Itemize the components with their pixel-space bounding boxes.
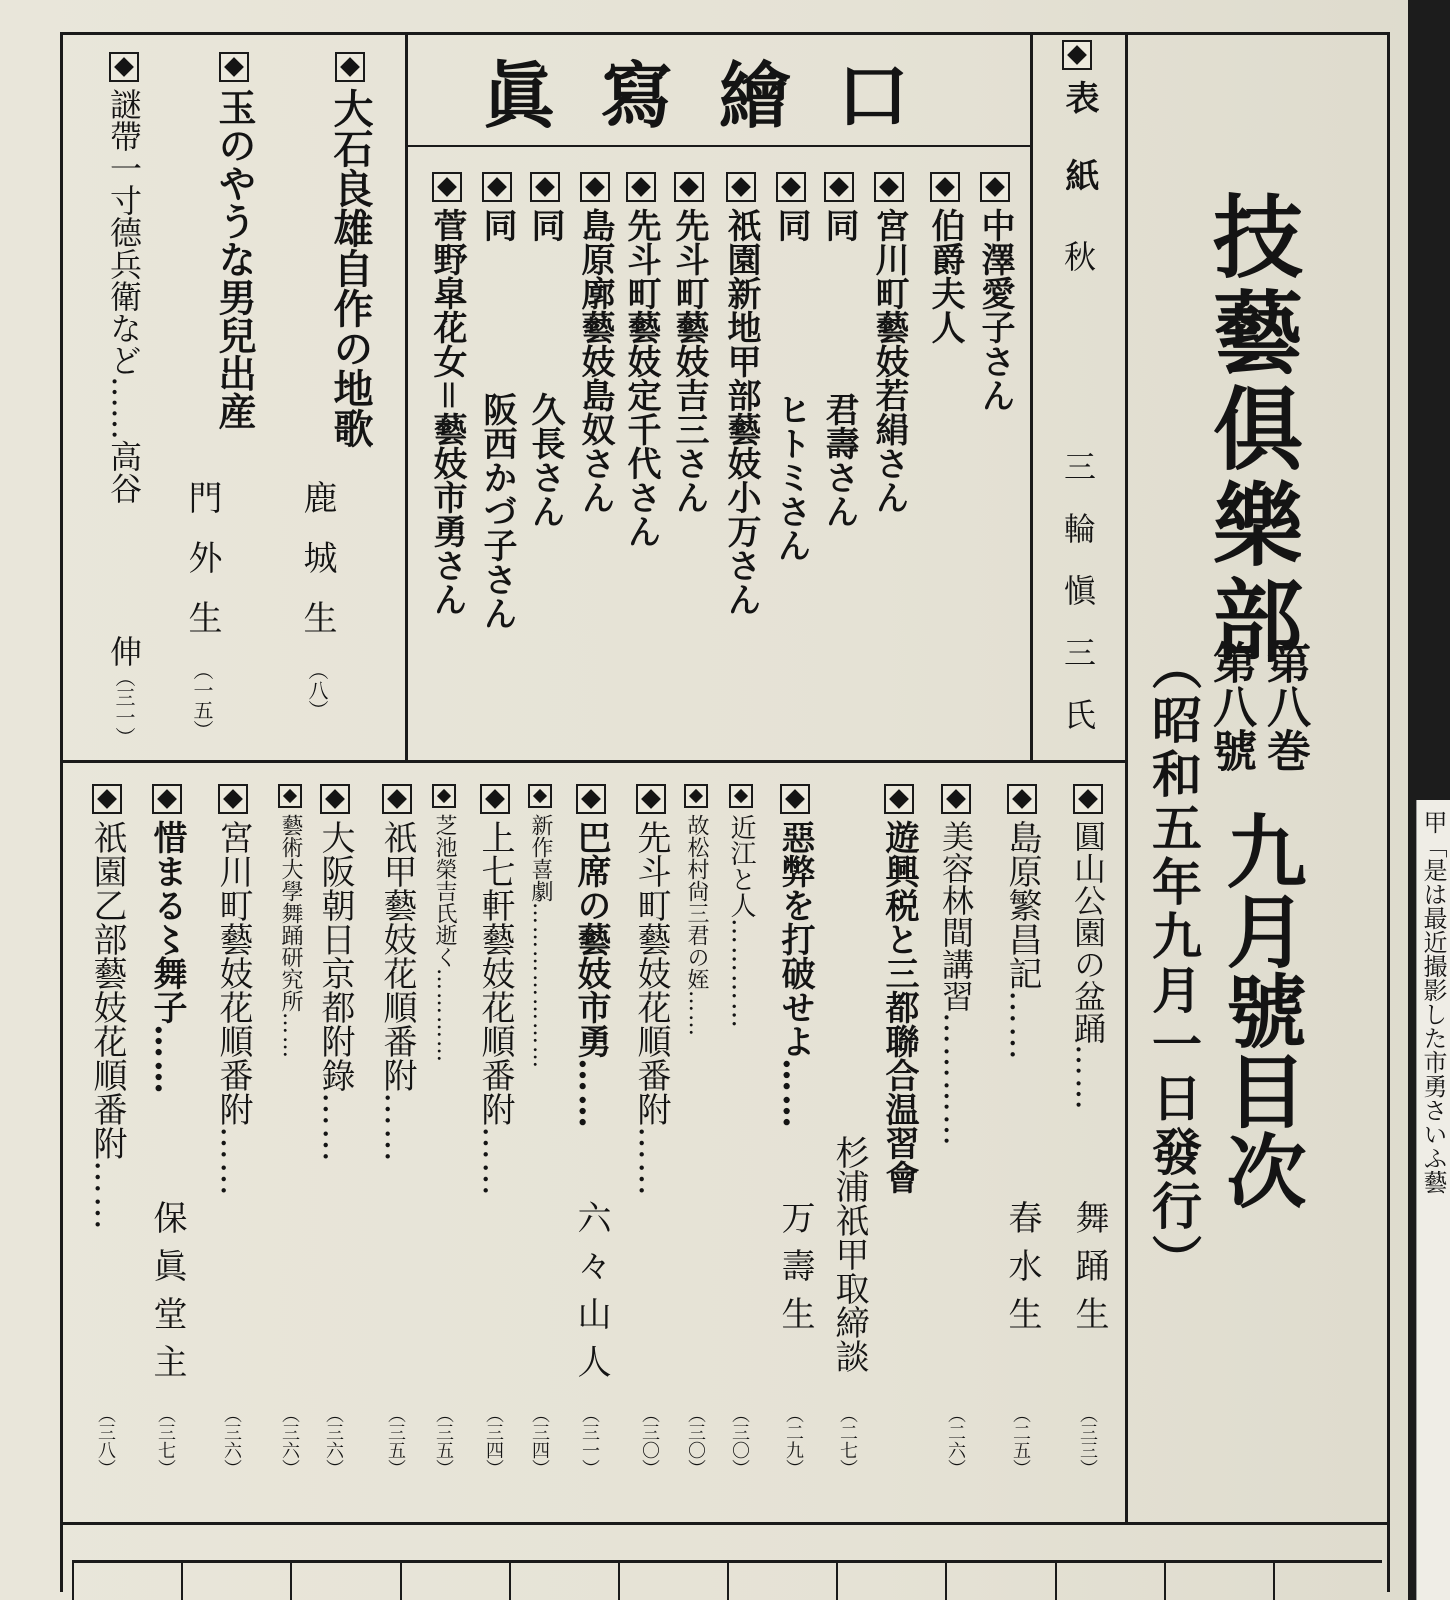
article-leader: ……	[315, 1092, 355, 1164]
essay-title: 謎帶一寸德兵衛など……高谷	[105, 88, 143, 504]
gravure-item-name: 島原廓藝妓島奴さん	[575, 208, 615, 514]
diamond-bullet-icon	[432, 172, 462, 202]
diamond-bullet-icon	[980, 172, 1010, 202]
article-page: （三〇）	[685, 1405, 706, 1477]
article-page: （三四）	[529, 1405, 550, 1477]
article-page: （三一）	[579, 1405, 600, 1477]
diamond-bullet-icon	[776, 172, 806, 202]
essay-page: （八）	[305, 660, 329, 720]
gravure-item-name: 同	[771, 208, 811, 242]
article-title: 祇園乙部藝妓花順番附	[87, 820, 127, 1160]
article-entry	[87, 784, 127, 1499]
gravure-item-sub: 君壽さん	[819, 392, 859, 528]
article-page: （三六）	[221, 1405, 242, 1477]
article-entry	[278, 784, 302, 1499]
article-leader: ……	[571, 1058, 611, 1130]
article-entry	[775, 784, 815, 1499]
gravure-item-sub: 阪西かづ子さん	[477, 392, 517, 630]
article-page: （三三）	[1077, 1405, 1098, 1477]
diamond-bullet-icon	[824, 172, 854, 202]
gravure-item	[669, 172, 709, 514]
gravure-item	[925, 172, 965, 344]
diamond-bullet-icon	[626, 172, 656, 202]
article-page: （三七）	[155, 1405, 176, 1477]
article-leader: ……	[278, 1012, 303, 1060]
article-author: 保眞堂主	[147, 1200, 187, 1392]
article-title: 遊興税と三都聯合温習會	[879, 820, 919, 1194]
article-title: 祇甲藝妓花順番附	[377, 820, 417, 1092]
article-title: 大阪朝日京都附錄	[315, 820, 355, 1092]
article-title: 上七軒藝妓花順番附	[475, 820, 515, 1126]
diamond-bullet-icon	[382, 784, 412, 814]
diamond-bullet-icon	[729, 784, 753, 808]
diamond-bullet-icon	[152, 784, 182, 814]
article-entry	[1002, 784, 1042, 1499]
essay-author-name: 鹿城生	[297, 480, 337, 660]
gravure-heading: 口繪寫眞	[482, 53, 955, 138]
gravure-item-name: 同	[525, 208, 565, 242]
article-page: （二九）	[783, 1405, 804, 1477]
diamond-bullet-icon	[480, 784, 510, 814]
adjacent-page	[1416, 800, 1450, 1600]
issue-heading: 九月號目次	[1213, 810, 1307, 1210]
article-page: （三六）	[279, 1405, 300, 1477]
diamond-bullet-icon	[482, 172, 512, 202]
gravure-item-name: 同	[477, 208, 517, 242]
article-page: （二七）	[837, 1405, 858, 1477]
gravure-item	[975, 172, 1015, 412]
article-entry	[377, 784, 417, 1499]
article-title: 芝池榮吉氏逝く	[432, 814, 457, 968]
gravure-item	[575, 172, 615, 514]
article-page: （三四）	[483, 1405, 504, 1477]
diamond-bullet-icon	[109, 52, 139, 82]
essay-entry	[105, 52, 143, 504]
gravure-item-name: 祇園新地甲部藝妓小万さん	[721, 208, 761, 616]
gravure-item	[819, 172, 859, 528]
diamond-bullet-icon	[780, 784, 810, 814]
article-entry	[1069, 784, 1109, 1499]
divider-gravure-left	[405, 32, 408, 760]
gravure-item-name: 先斗町藝妓定千代さん	[621, 208, 661, 548]
article-entry	[432, 784, 456, 1499]
article-leader: ……	[147, 1024, 187, 1096]
gravure-item-name: 同	[819, 208, 859, 242]
article-leader: …………	[432, 968, 457, 1064]
article-title: 先斗町藝妓花順番附	[631, 820, 671, 1126]
bottom-rule	[62, 1522, 1390, 1525]
divider-gravure-right	[1030, 32, 1033, 760]
article-page: （三八）	[95, 1405, 116, 1477]
article-page: （三六）	[323, 1405, 344, 1477]
issue-date: （昭和五年九月一日發行）	[1144, 640, 1203, 1288]
diamond-bullet-icon	[930, 172, 960, 202]
article-title: 島原繁昌記	[1002, 820, 1042, 990]
essay-page: （三一）	[112, 667, 136, 747]
article-entry	[528, 784, 552, 1499]
article-leader: …………	[937, 1012, 975, 1148]
article-title: 惡弊を打破せよ	[775, 820, 815, 1058]
article-title: 故松村尙三君の姪	[684, 814, 709, 990]
article-title: 巴席の藝妓市勇	[571, 820, 611, 1058]
diamond-bullet-icon	[941, 784, 971, 814]
cover-subject: 秋	[1059, 240, 1097, 272]
diamond-bullet-icon	[278, 784, 302, 808]
gravure-item	[771, 172, 811, 562]
diamond-bullet-icon	[726, 172, 756, 202]
article-entry	[475, 784, 515, 1499]
article-page: （三〇）	[639, 1405, 660, 1477]
article-leader: ……	[631, 1126, 671, 1198]
gravure-item-sub: ヒトミさん	[771, 392, 811, 562]
gravure-item-name: 菅野皐花女＝藝妓市勇さん	[427, 208, 467, 616]
diamond-bullet-icon	[320, 784, 350, 814]
diamond-bullet-icon	[432, 784, 456, 808]
article-leader: ……	[213, 1126, 253, 1198]
diamond-bullet-icon	[1007, 784, 1037, 814]
article-leader: ……	[475, 1126, 515, 1198]
article-title: 美容林間講習	[937, 820, 975, 1012]
diamond-bullet-icon	[530, 172, 560, 202]
diamond-bullet-icon	[219, 52, 249, 82]
gravure-item-sub: 久長さん	[525, 392, 565, 528]
article-leader: ……	[775, 1058, 815, 1130]
gravure-item	[427, 172, 467, 616]
article-title: 新作喜劇	[528, 814, 553, 902]
masthead-divider	[1125, 32, 1128, 1522]
article-leader: ……	[87, 1160, 127, 1232]
essay-author	[105, 635, 143, 747]
article-author: 万壽生	[775, 1200, 815, 1344]
article-title: 圓山公園の盆踊	[1069, 820, 1107, 1044]
gravure-item-name: 先斗町藝妓吉三さん	[669, 208, 709, 514]
diamond-bullet-icon	[218, 784, 248, 814]
essay-author	[182, 480, 222, 740]
diamond-bullet-icon	[92, 784, 122, 814]
essay-title: 玉のやうな男兒出産	[212, 88, 257, 430]
article-leader: …………………	[528, 902, 553, 1070]
article-page: （三〇）	[729, 1405, 750, 1477]
diamond-bullet-icon	[580, 172, 610, 202]
essay-author-name: 伸	[105, 635, 143, 667]
essay-entry	[327, 52, 374, 448]
gravure-heading-box	[408, 40, 1030, 140]
diamond-bullet-icon	[874, 172, 904, 202]
gravure-item	[869, 172, 909, 514]
diamond-bullet-icon	[884, 784, 914, 814]
next-section-boxes	[72, 1560, 1382, 1600]
article-entry	[879, 784, 919, 1499]
article-page: （三五）	[433, 1405, 454, 1477]
magazine-title: 技藝俱樂部	[1197, 190, 1303, 670]
horizontal-divider	[62, 760, 1128, 763]
diamond-bullet-icon	[528, 784, 552, 808]
adjacent-page-text: 甲「是は最近撮影した市勇さいふ藝	[1419, 810, 1447, 1194]
article-author: 舞踊生	[1069, 1200, 1109, 1344]
article-title: 近江と人	[726, 814, 756, 918]
article-entry	[728, 784, 754, 1499]
article-page: （三五）	[385, 1405, 406, 1477]
gravure-item	[525, 172, 565, 528]
gravure-item-name: 伯爵夫人	[925, 208, 965, 344]
diamond-bullet-icon	[1073, 784, 1103, 814]
essay-author	[297, 480, 337, 720]
essay-author-name: 門外生	[182, 480, 222, 660]
article-author: 春水生	[1002, 1200, 1042, 1344]
cover-label: 表紙	[1059, 80, 1099, 236]
diamond-bullet-icon	[684, 784, 708, 808]
article-page: （二五）	[1010, 1405, 1031, 1477]
article-leader: ……	[684, 990, 709, 1038]
diamond-bullet-icon	[636, 784, 666, 814]
diamond-bullet-icon	[335, 52, 365, 82]
essay-title: 大石良雄自作の地歌	[327, 88, 374, 448]
article-leader: ……	[377, 1092, 417, 1164]
essay-page: （一五）	[190, 660, 214, 740]
article-leader: …………	[726, 918, 756, 1030]
article-author: 杉浦祇甲取締談	[829, 1135, 869, 1373]
gravure-item	[721, 172, 761, 616]
volume-number: 第八巻	[1259, 640, 1310, 772]
article-author: 六々山人	[571, 1200, 611, 1392]
cover-artist: 三輪愼三氏	[1059, 450, 1097, 760]
gravure-item	[621, 172, 661, 548]
gravure-item	[477, 172, 517, 630]
article-entry	[315, 784, 355, 1499]
gravure-item-name: 宮川町藝妓若絹さん	[869, 208, 909, 514]
article-leader: ……	[1069, 1044, 1107, 1112]
article-page: （二六）	[945, 1405, 966, 1477]
article-entry	[631, 784, 671, 1499]
article-entry	[937, 784, 975, 1499]
gravure-heading-rule	[408, 145, 1030, 147]
article-entry	[684, 784, 708, 1499]
gravure-item-name: 中澤愛子さん	[975, 208, 1015, 412]
article-title: 惜まる〻舞子	[147, 820, 187, 1024]
essay-entry	[212, 52, 257, 430]
diamond-bullet-icon	[674, 172, 704, 202]
diamond-bullet-icon	[576, 784, 606, 814]
article-title: 宮川町藝妓花順番附	[213, 820, 253, 1126]
article-title: 藝術大學舞踊研究所	[278, 814, 303, 1012]
issue-number: 第八號	[1205, 640, 1256, 772]
article-leader: ……	[1002, 990, 1042, 1062]
article-entry	[213, 784, 253, 1499]
cover-marker	[1062, 40, 1092, 80]
